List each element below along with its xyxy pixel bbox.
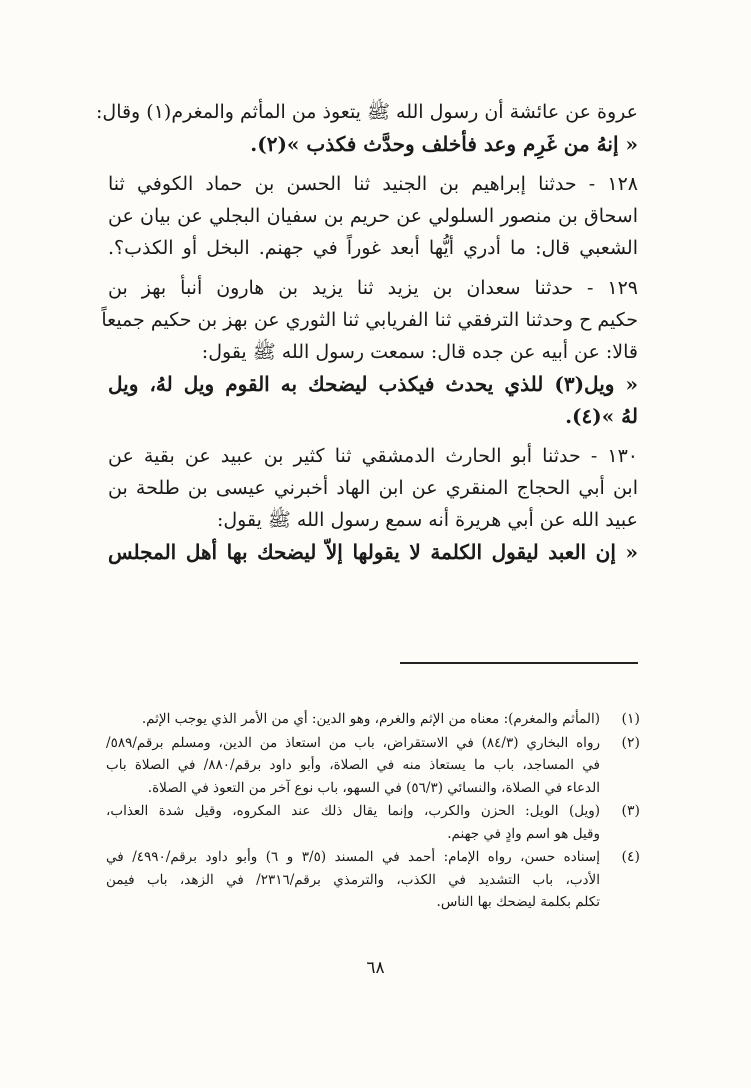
footnote-line: الدعاء في الصلاة، والنسائي (٥٦/٣) في السهو، باب نوع آخر من التعوذ في الصلاة. xyxy=(147,779,600,796)
text-line: عبيد الله عن أبي هريرة أنه سمع رسول الله ﷺ يقول: xyxy=(216,509,638,531)
footnote-line: في المساجد، باب ما يستعاذ منه في الصلاة، وأبو داود برقم/٨٨٠/ في الصلاة باب xyxy=(106,757,600,773)
footnote xyxy=(106,708,640,731)
text-line: اسحاق بن منصور السلولي عن حريم بن سفيان البجلي عن بيان عن xyxy=(108,205,638,227)
footnote-number: (٤) xyxy=(621,849,640,865)
footnote-line: إسناده حسن، رواه الإمام: أحمد في المسند (٣/٥ و ٦) وأبو داود برقم/٤٩٩٠/ في xyxy=(106,849,600,865)
footnote-divider xyxy=(400,662,638,664)
footnote xyxy=(106,800,640,845)
footnote-line: الأدب، باب التشديد في الكذب، والترمذي برقم/٢٣١٦/ في الزهد، باب فيمن xyxy=(106,871,600,888)
footnote xyxy=(106,846,640,914)
hadith-quote: « ويل(٣) للذي يحدث فيكذب ليضحك به القوم ويل لهُ، ويل xyxy=(108,372,639,396)
text-line: ١٢٨ - حدثنا إبراهيم بن الجنيد ثنا الحسن بن حماد الكوفي ثنا xyxy=(108,173,638,195)
hadith-quote: لهُ »(٤). xyxy=(565,404,638,428)
footnote-line: (ويل) الويل: الحزن والكرب، وإنما يقال ذلك عند المكروه، وقيل شدة العذاب، xyxy=(106,803,600,819)
hadith-quote: « إن العبد ليقول الكلمة لا يقولها إلاّ ليضحك بها أهل المجلس xyxy=(108,540,638,564)
footnote-line: (المأثم والمغرم): معناه من الإثم والغرم، وهو الدين: أي من الأمر الذي يوجب الإثم. xyxy=(141,711,600,727)
text-line: قالا: عن أبيه عن جده قال: سمعت رسول الله ﷺ يقول: xyxy=(201,341,638,363)
page-number: ٦٨ xyxy=(366,958,385,978)
footnotes xyxy=(106,708,640,915)
text-line: الشعبي قال: ما أدري أيُّها أبعد غوراً في جهنم. البخل أو الكذب؟. xyxy=(108,237,638,259)
footnote xyxy=(106,732,640,800)
footnote-number: (١) xyxy=(621,711,640,727)
footnote-number: (٢) xyxy=(621,734,640,751)
text-line: ابن أبي الحجاج المنقري عن ابن الهاد أخبرني عيسى بن طلحة بن xyxy=(108,477,638,499)
hadith-quote: « إنهُ من غَرِم وعد فأخلف وحدَّث فكذب »(٢). xyxy=(250,132,638,156)
text-line: ١٢٩ - حدثنا سعدان بن يزيد ثنا يزيد بن هارون أنبأ بهز بن xyxy=(108,277,638,299)
footnote-number: (٣) xyxy=(621,803,640,819)
footnote-line: تكلم بكلمة ليضحك بها الناس. xyxy=(436,894,600,910)
text-line: ١٣٠ - حدثنا أبو الحارث الدمشقي ثنا كثير بن عبيد عن بقية عن xyxy=(108,445,638,467)
footnote-line: رواه البخاري (٨٤/٣) في الاستقراض، باب من استعاذ من الدين، ومسلم برقم/٥٨٩/ xyxy=(106,734,600,751)
main-text xyxy=(95,96,639,568)
footnote-line: وقيل هو اسم وادٍ في جهنم. xyxy=(447,825,600,842)
text-line: حكيم ح وحدثنا الترفقي ثنا الفريابي ثنا الثوري عن بهز بن حكيم جميعاً xyxy=(101,309,638,331)
text-line: عروة عن عائشة أن رسول الله ﷺ يتعوذ من المأثم والمغرم(١) وقال: xyxy=(95,101,638,123)
